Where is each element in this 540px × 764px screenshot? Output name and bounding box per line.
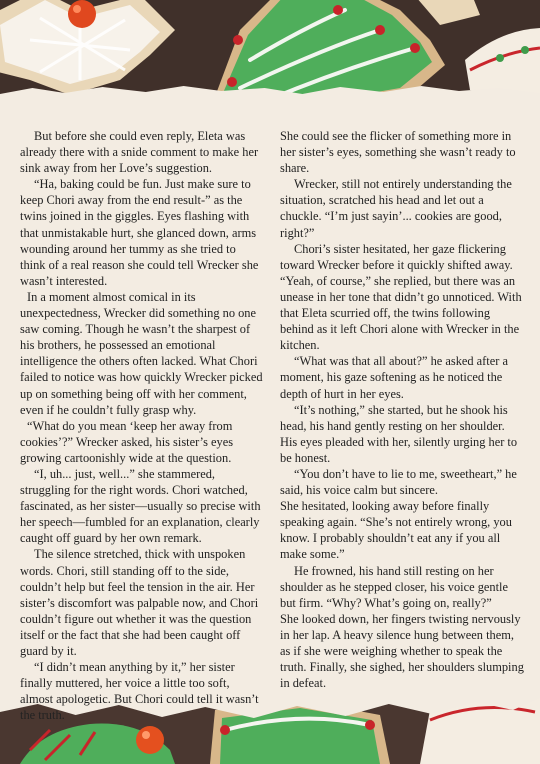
paragraph: The silence stretched, thick with unspoken words. Chori, still standing off to the side, couldn’t help but feel the tension in the air. Her sister’s discomfort was palpable now, and Chori couldn’t figure out whether it was the question itself or the fact that she had been caught off guard by it. xyxy=(20,547,259,658)
text-column-right xyxy=(280,128,524,708)
paragraph: In a moment almost comical in its unexpectedness, Wrecker did something no one saw coming. Though he wasn’t the sharpest of his brothers, he possessed an emotional intelligence the others often lacked. What Chori failed to notice was how quickly Wrecker picked up on something being off with her comment, even if he couldn’t fully grasp why. xyxy=(20,289,263,417)
paragraph: But before she could even reply, Eleta was already there with a snide comment to make her sink away from her Love’s suggestion. xyxy=(20,129,259,176)
paragraph: She could see the flicker of something more in her sister’s eyes, something she wasn’t ready to share. xyxy=(280,129,516,176)
paragraph: “I didn’t mean anything by it,” her sister finally muttered, her voice a little too soft, almost apologetic. But Chori could tell it wasn’t the truth. xyxy=(20,660,259,723)
paragraph: “What do you mean ‘keep her away from cookies’?” Wrecker asked, his sister’s eyes growing cartoonishly wide at the question. xyxy=(20,418,234,465)
paragraph: “It’s nothing,” she started, but he shook his head, his hand gently resting on her shoulder. His eyes pleaded with her, silently urging her to be honest. xyxy=(280,402,518,465)
paragraph: She hesitated, looking away before finally speaking again. “She’s not entirely wrong, you know. I probably shouldn’t eat any if you all make some.” xyxy=(280,499,512,562)
paragraph: “I, uh... just, well...” she stammered, struggling for the right words. Chori watched, fascinated, as her sister—usually so precise with her speech—fumbled for an explanation, clearly caught off guard by her own remark. xyxy=(20,466,261,546)
paragraph: She looked down, her fingers twisting nervously in her lap. A heavy silence hung between them, as if she were weighing whether to speak the truth. Finally, she sighed, her shoulders slumping in defeat. xyxy=(280,611,524,691)
paragraph: “Ha, baking could be fun. Just make sure to keep Chori away from the end result-” as the twins joined in the giggles. Eyes flashing with that unmistakable hurt, she glanced down, arms wounding around her tummy as she tried to think of a real reason she could tell Wrecker she wasn’t interested. xyxy=(20,177,259,288)
story-text xyxy=(20,128,524,723)
paragraph: “What was that all about?” he asked after a moment, his gaze softening as he noticed the depth of hurt in her eyes. xyxy=(280,354,508,401)
paragraph: Chori’s sister hesitated, her gaze flickering toward Wrecker before it quickly shifted away. “Yeah, of course,” she replied, but there was an unease in her tone that didn’t go unnoticed. With that Eleta scurried off, the twins following behind as it left Chori alone with Wrecker in the kitchen. xyxy=(280,241,522,353)
text-column-left xyxy=(20,128,264,723)
paragraph: “You don’t have to lie to me, sweetheart,” he said, his voice calm but sincere. xyxy=(280,466,517,498)
paragraph: Wrecker, still not entirely understanding the situation, scratched his head and let out a chuckle. “I’m just sayin’... cookies are good, right?” xyxy=(280,177,512,240)
paragraph: He frowned, his hand still resting on her shoulder as he stepped closer, his voice gentle but firm. “Why? What’s going on, really?” xyxy=(280,563,508,610)
